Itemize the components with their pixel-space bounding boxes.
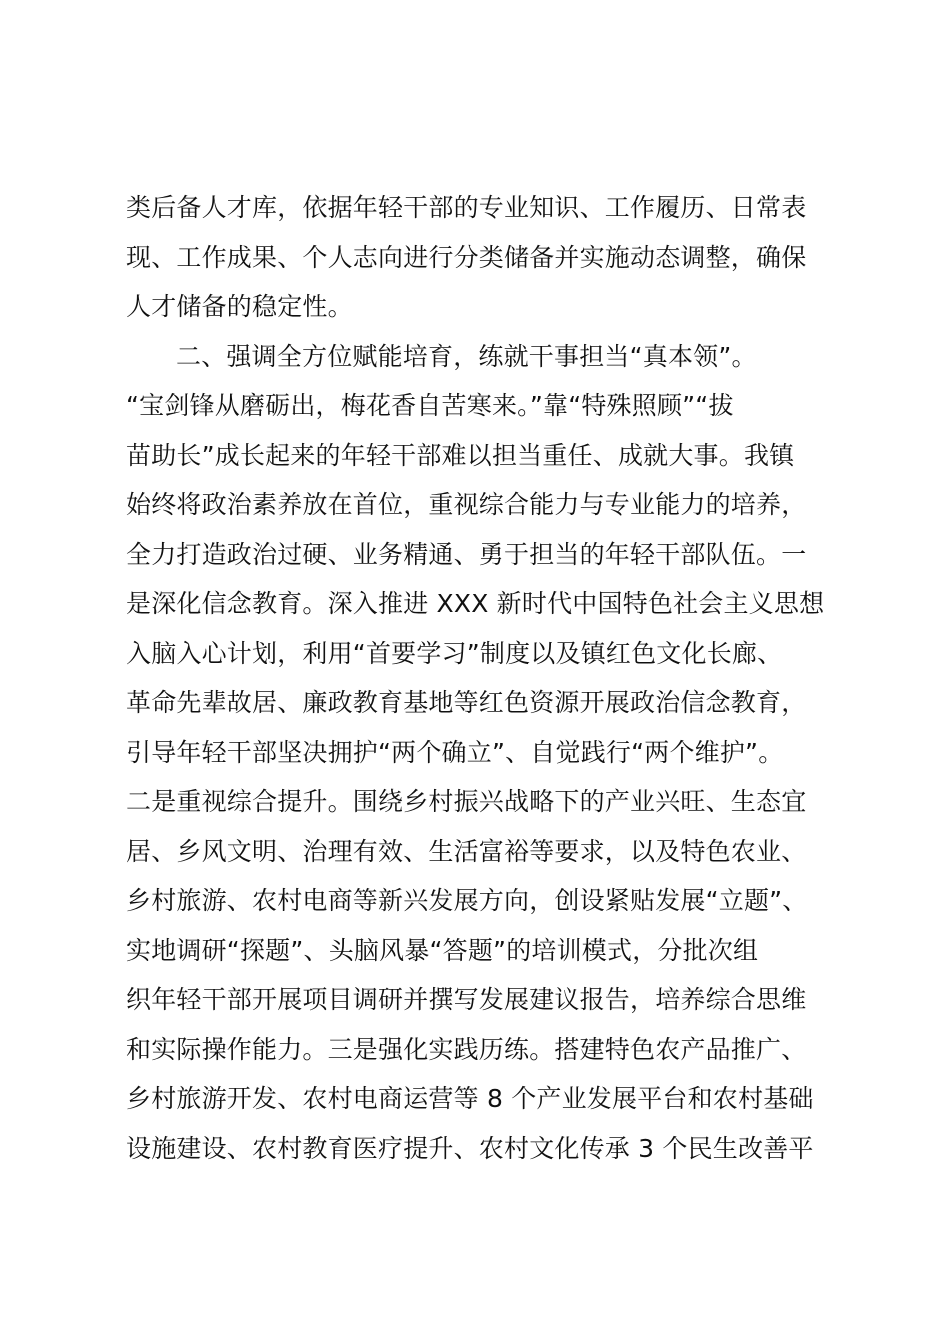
section-heading-line: 二、强调全方位赋能培育，练就干事担当“真本领”。 xyxy=(176,341,757,371)
text-line: 实地调研“探题”、头脑风暴“答题”的培训模式，分批次组 xyxy=(126,935,759,965)
document-body xyxy=(126,183,846,1173)
text-line: 设施建设、农村教育医疗提升、农村文化传承 3 个民生改善平 xyxy=(126,1133,814,1163)
text-line: 苗助长”成长起来的年轻干部难以担当重任、成就大事。我镇 xyxy=(126,440,795,470)
text-line: 乡村旅游、农村电商等新兴发展方向，创设紧贴发展“立题”、 xyxy=(126,886,808,915)
text-line: 始终将政治素养放在首位，重视综合能力与专业能力的培养， xyxy=(126,490,807,519)
text-line: 居、乡风文明、治理有效、生活富裕等要求，以及特色农业、 xyxy=(126,836,807,866)
text-line: 现、工作成果、个人志向进行分类储备并实施动态调整，确保 xyxy=(126,242,807,272)
text-line: 引导年轻干部坚决拥护“两个确立”、自觉践行“两个维护”。 xyxy=(126,737,784,767)
text-line: 人才储备的稳定性。 xyxy=(126,292,353,321)
text-line: 全力打造政治过硬、业务精通、勇于担当的年轻干部队伍。一 xyxy=(126,539,807,569)
text-line: 革命先辈故居、廉政教育基地等红色资源开展政治信念教育， xyxy=(126,688,807,717)
text-line: 类后备人才库，依据年轻干部的专业知识、工作履历、日常表 xyxy=(126,193,807,222)
text-line: 乡村旅游开发、农村电商运营等 8 个产业发展平台和农村基础 xyxy=(126,1084,814,1113)
text-line: 和实际操作能力。三是强化实践历练。搭建特色农产品推广、 xyxy=(126,1034,807,1064)
text-line: 织年轻干部开展项目调研并撰写发展建议报告，培养综合思维 xyxy=(126,985,807,1014)
text-line: 是深化信念教育。深入推进 XXX 新时代中国特色社会主义思想 xyxy=(126,589,825,618)
text-line: 入脑入心计划，利用“首要学习”制度以及镇红色文化长廊、 xyxy=(126,638,783,668)
text-line: “宝剑锋从磨砺出，梅花香自苦寒来。”靠“特殊照顾”“拔 xyxy=(126,391,734,420)
text-line: 二是重视综合提升。围绕乡村振兴战略下的产业兴旺、生态宜 xyxy=(126,787,807,816)
